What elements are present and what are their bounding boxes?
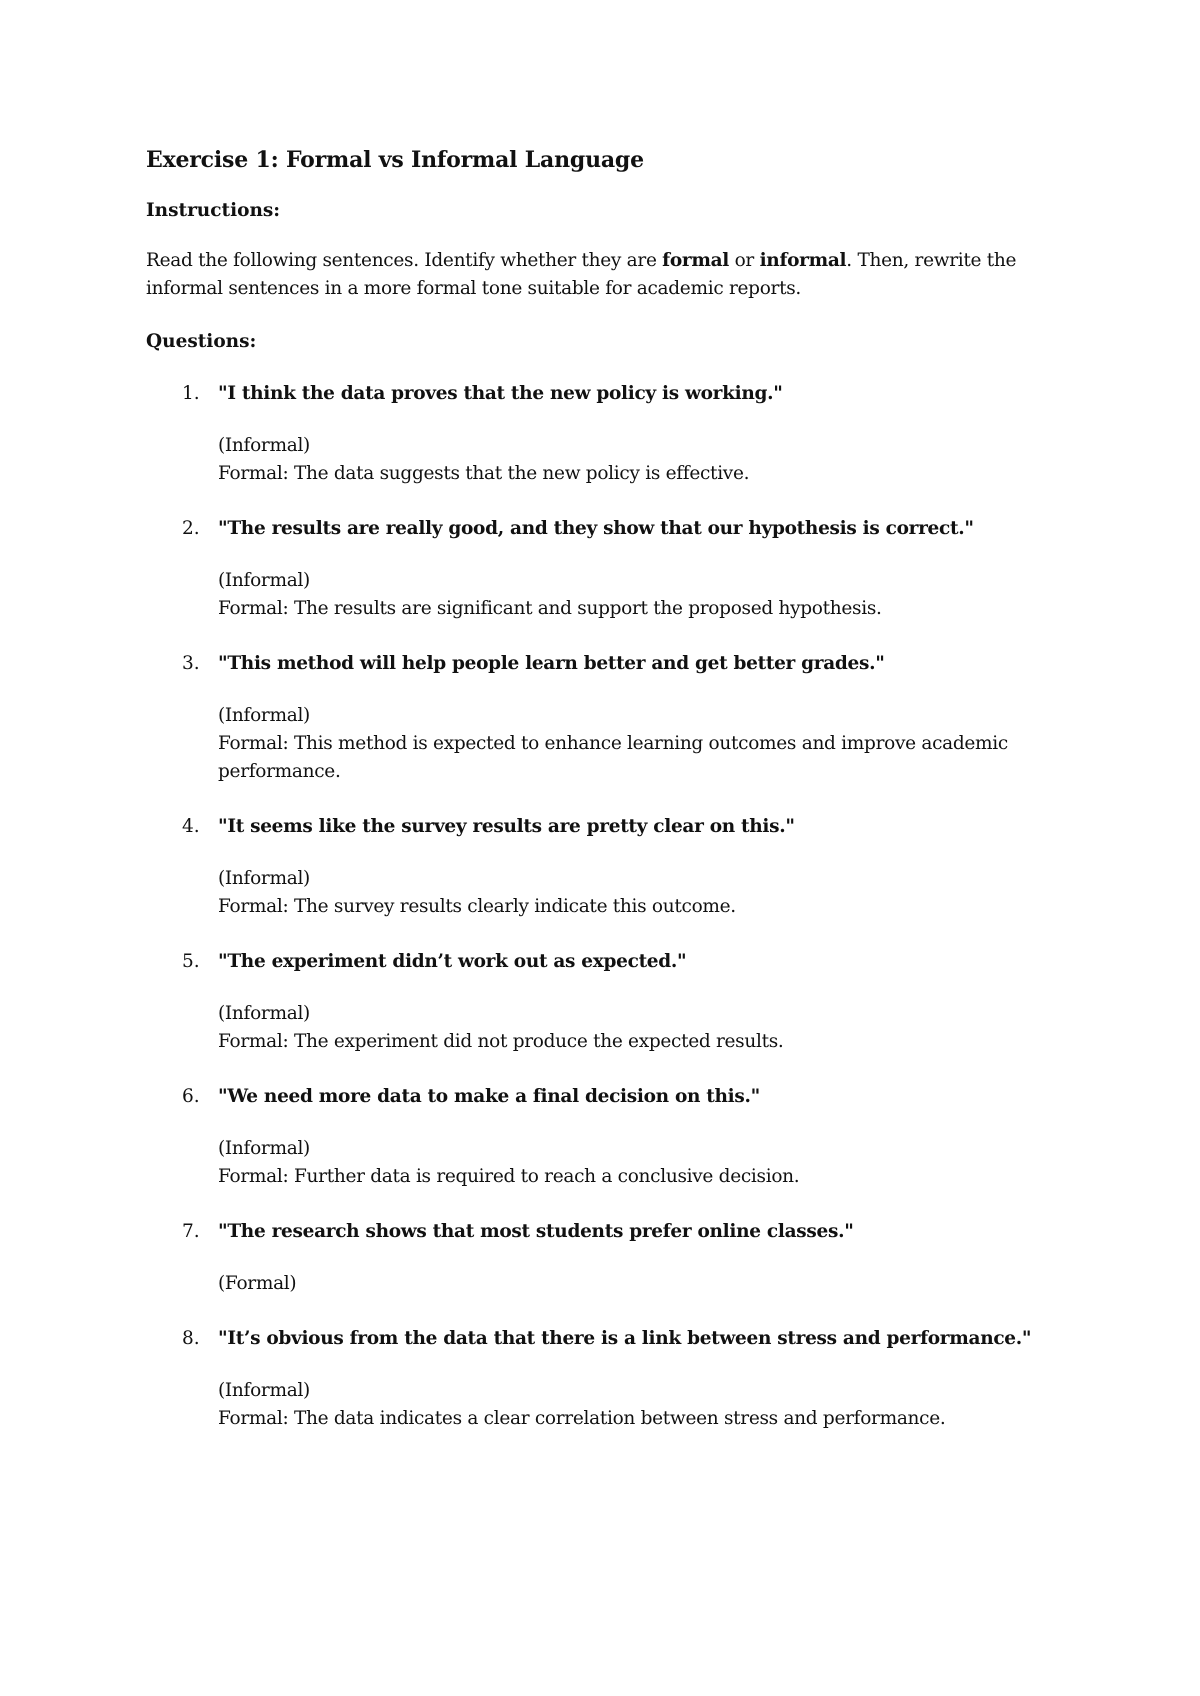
question-classification: (Informal): [218, 868, 310, 889]
question-item: [146, 1218, 1076, 1298]
question-item: [146, 813, 1076, 921]
question-number: 7.: [182, 1221, 200, 1242]
question-formal-rewrite: Formal: The data indicates a clear correlation between stress and performance.: [218, 1408, 946, 1429]
question-formal-rewrite: Formal: The data suggests that the new policy is effective.: [218, 463, 750, 484]
question-item: [146, 1083, 1076, 1191]
question-text: "The research shows that most students prefer online classes.": [218, 1221, 854, 1242]
instructions-bold-informal: informal: [759, 250, 847, 271]
question-item: [146, 515, 1076, 623]
question-number: 8.: [182, 1328, 200, 1349]
question-text: "The experiment didn’t work out as expected.": [218, 951, 687, 972]
question-formal-rewrite: Formal: The survey results clearly indicate this outcome.: [218, 896, 736, 917]
question-formal-rewrite: Formal: The results are significant and support the proposed hypothesis.: [218, 598, 882, 619]
exercise-title: Exercise 1: Formal vs Informal Language: [146, 147, 644, 173]
instructions-text-part2: or: [729, 250, 760, 271]
question-classification: (Informal): [218, 1003, 310, 1024]
question-classification: (Informal): [218, 570, 310, 591]
question-item: [146, 1325, 1076, 1433]
question-number: 1.: [182, 383, 200, 404]
question-formal-rewrite: Formal: This method is expected to enhance learning outcomes and improve academic performance.: [218, 733, 1008, 782]
question-classification: (Informal): [218, 1138, 310, 1159]
question-number: 4.: [182, 816, 200, 837]
instructions-bold-formal: formal: [662, 250, 730, 271]
question-number: 2.: [182, 518, 200, 539]
question-text: "This method will help people learn better and get better grades.": [218, 653, 885, 674]
question-text: "It seems like the survey results are pretty clear on this.": [218, 816, 795, 837]
question-item: [146, 650, 1076, 786]
question-formal-rewrite: Formal: The experiment did not produce the expected results.: [218, 1031, 784, 1052]
question-classification: (Informal): [218, 435, 310, 456]
question-number: 3.: [182, 653, 200, 674]
question-formal-rewrite: Formal: Further data is required to reach a conclusive decision.: [218, 1166, 800, 1187]
questions-list: [146, 380, 1076, 1433]
questions-heading: Questions:: [146, 331, 257, 352]
instructions-text-part3: . Then, rewrite the informal sentences in a more formal tone suitable for academic reports.: [146, 250, 1017, 299]
question-classification: (Informal): [218, 1380, 310, 1401]
question-text: "We need more data to make a final decision on this.": [218, 1086, 761, 1107]
question-classification: (Informal): [218, 705, 310, 726]
question-number: 5.: [182, 951, 200, 972]
instructions-text-part1: Read the following sentences. Identify whether they are: [146, 250, 663, 271]
question-item: [146, 380, 1076, 488]
question-text: "I think the data proves that the new policy is working.": [218, 383, 783, 404]
question-number: 6.: [182, 1086, 200, 1107]
question-text: "It’s obvious from the data that there is a link between stress and performance.": [218, 1328, 1032, 1349]
document-content: [146, 143, 1076, 1460]
instructions-heading: Instructions:: [146, 200, 281, 221]
question-classification: (Formal): [218, 1273, 297, 1294]
instructions-paragraph: [146, 247, 1076, 303]
question-text: "The results are really good, and they show that our hypothesis is correct.": [218, 518, 974, 539]
question-item: [146, 948, 1076, 1056]
